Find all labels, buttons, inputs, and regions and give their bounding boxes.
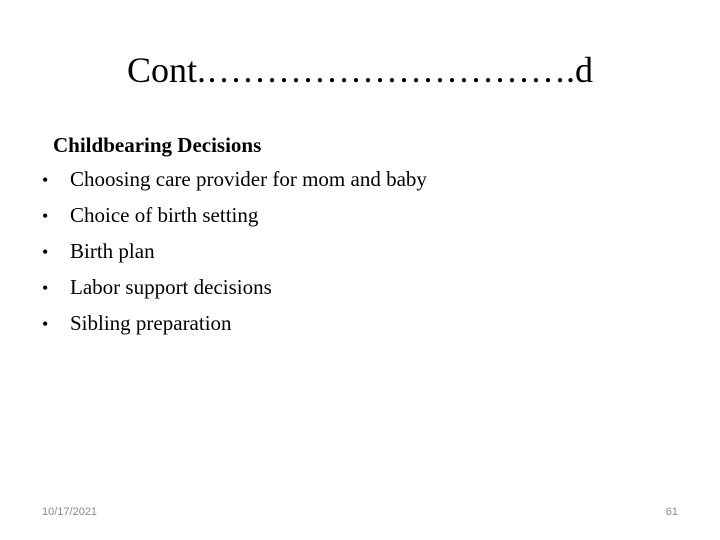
bullet-text: Choice of birth setting	[70, 203, 259, 227]
list-item	[42, 198, 682, 234]
bullet-icon: •	[42, 206, 49, 226]
slide-title: Cont.………………………….d	[126, 50, 593, 90]
bullet-icon: •	[42, 242, 49, 262]
section-heading: Childbearing Decisions	[53, 133, 262, 157]
bullet-text: Sibling preparation	[70, 311, 232, 335]
bullet-icon: •	[42, 278, 49, 298]
slide-content	[42, 128, 682, 342]
list-item	[42, 162, 682, 198]
list-item	[42, 270, 682, 306]
bullet-icon: •	[42, 314, 49, 334]
bullet-text: Choosing care provider for mom and baby	[70, 167, 427, 191]
list-item	[42, 234, 682, 270]
bullet-text: Labor support decisions	[70, 275, 272, 299]
bullet-text: Birth plan	[70, 239, 155, 263]
list-item	[42, 306, 682, 342]
page-number: 61	[665, 506, 678, 518]
footer-date: 10/17/2021	[42, 506, 98, 518]
bullet-icon: •	[42, 170, 49, 190]
bullet-list	[42, 162, 682, 342]
